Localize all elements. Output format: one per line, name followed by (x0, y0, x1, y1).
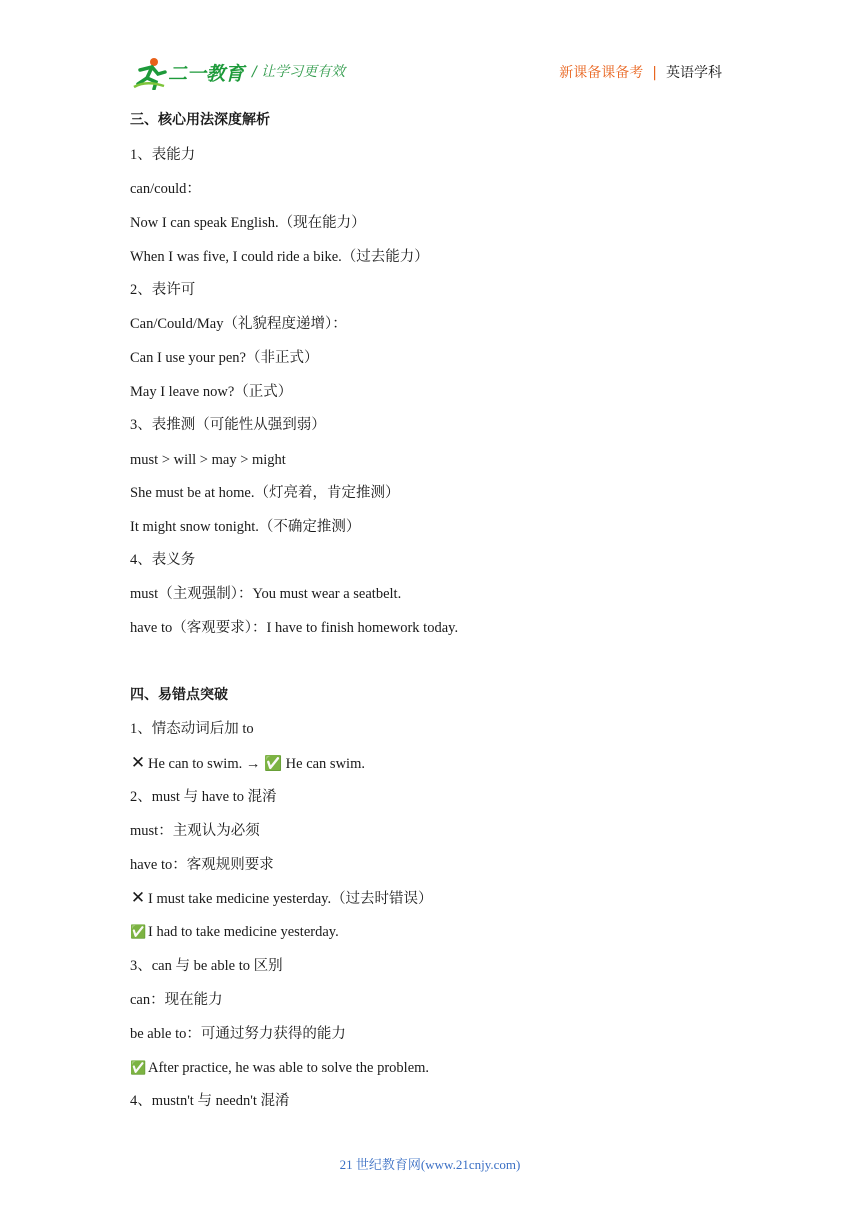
line-text: have to（客观要求）：I have to finish homework today. (130, 620, 459, 636)
runner-logo-icon (132, 56, 168, 90)
text-line (130, 888, 433, 909)
line-text: Can/Could/May（礼貌程度递增）： (130, 316, 347, 332)
text-line (130, 618, 458, 638)
subject-label: 英语学科 (666, 65, 722, 81)
text-line (130, 145, 195, 165)
slogan: / 让学习更有效 (252, 64, 346, 80)
line-text: After practice, he was able to solve the problem. (148, 1060, 430, 1076)
line-text: Can I use your pen?（非正式） (130, 350, 319, 366)
line-text: When I was five, I could ride a bike.（过去能力） (130, 249, 429, 265)
line-text: 三、核心用法深度解析 (130, 112, 270, 128)
section-heading (130, 685, 228, 705)
line-text: must：主观认为必须 (130, 823, 260, 839)
series-label: 新课备课备考 (559, 65, 644, 81)
line-text: have to：客观规则要求 (130, 857, 274, 873)
line-text: 2、must 与 have to 混淆 (130, 789, 277, 805)
line-text: He can to swim. → ✅ He can swim. (148, 756, 365, 772)
line-text: I had to take medicine yesterday. (148, 924, 339, 940)
line-text: 3、can 与 be able to 区别 (130, 958, 283, 974)
text-line (130, 1091, 289, 1111)
footer-text: 21 世纪教育网(www.21cnjy.com) (339, 1157, 521, 1172)
text-line (130, 1024, 346, 1044)
line-text: May I leave now?（正式） (130, 384, 293, 400)
text-line (130, 719, 254, 739)
line-text: 1、情态动词后加 to (130, 721, 254, 737)
text-line (130, 517, 360, 537)
line-text: can/could： (130, 181, 201, 197)
check-mark-icon: ✅ (130, 1061, 147, 1076)
text-line (130, 1058, 429, 1079)
header-right (559, 62, 722, 82)
line-text: 4、mustn't 与 needn't 混淆 (130, 1093, 290, 1109)
cross-mark-icon: ✕ (130, 888, 146, 908)
line-text: 1、表能力 (130, 147, 196, 163)
header-separator: | (652, 65, 657, 81)
text-line (130, 314, 347, 334)
logo-text: 二一教育 (168, 63, 245, 85)
line-text: 2、表许可 (130, 282, 196, 298)
text-line (130, 821, 260, 841)
text-line (130, 348, 318, 368)
line-text: 四、易错点突破 (130, 687, 228, 703)
text-line (130, 753, 365, 774)
line-text: must（主观强制）：You must wear a seatbelt. (130, 586, 402, 602)
line-text: can：现在能力 (130, 992, 223, 1008)
line-text: It might snow tonight.（不确定推测） (130, 519, 361, 535)
text-line (130, 584, 401, 604)
text-line (130, 956, 283, 976)
text-line (130, 922, 339, 943)
cross-mark-icon: ✕ (130, 753, 146, 773)
text-line (130, 787, 277, 807)
text-line (130, 382, 292, 402)
text-line (130, 213, 366, 233)
text-line (130, 247, 429, 267)
text-line (130, 280, 195, 300)
text-line (130, 450, 286, 470)
line-text: She must be at home.（灯亮着，肯定推测） (130, 485, 400, 501)
text-line (130, 483, 399, 503)
check-mark-icon: ✅ (130, 925, 147, 940)
text-line (130, 855, 274, 875)
line-text: I must take medicine yesterday.（过去时错误） (148, 891, 433, 907)
text-line (130, 415, 326, 435)
line-text: Now I can speak English.（现在能力） (130, 215, 366, 231)
line-text: 3、表推测（可能性从强到弱） (130, 417, 326, 433)
logo (132, 56, 252, 90)
page-header (0, 0, 860, 100)
text-line (130, 550, 195, 570)
line-text: must > will > may > might (130, 452, 286, 468)
text-line (130, 990, 223, 1010)
line-text: be able to：可通过努力获得的能力 (130, 1026, 346, 1042)
section-heading (130, 110, 270, 130)
line-text: 4、表义务 (130, 552, 196, 568)
text-line (130, 179, 201, 199)
